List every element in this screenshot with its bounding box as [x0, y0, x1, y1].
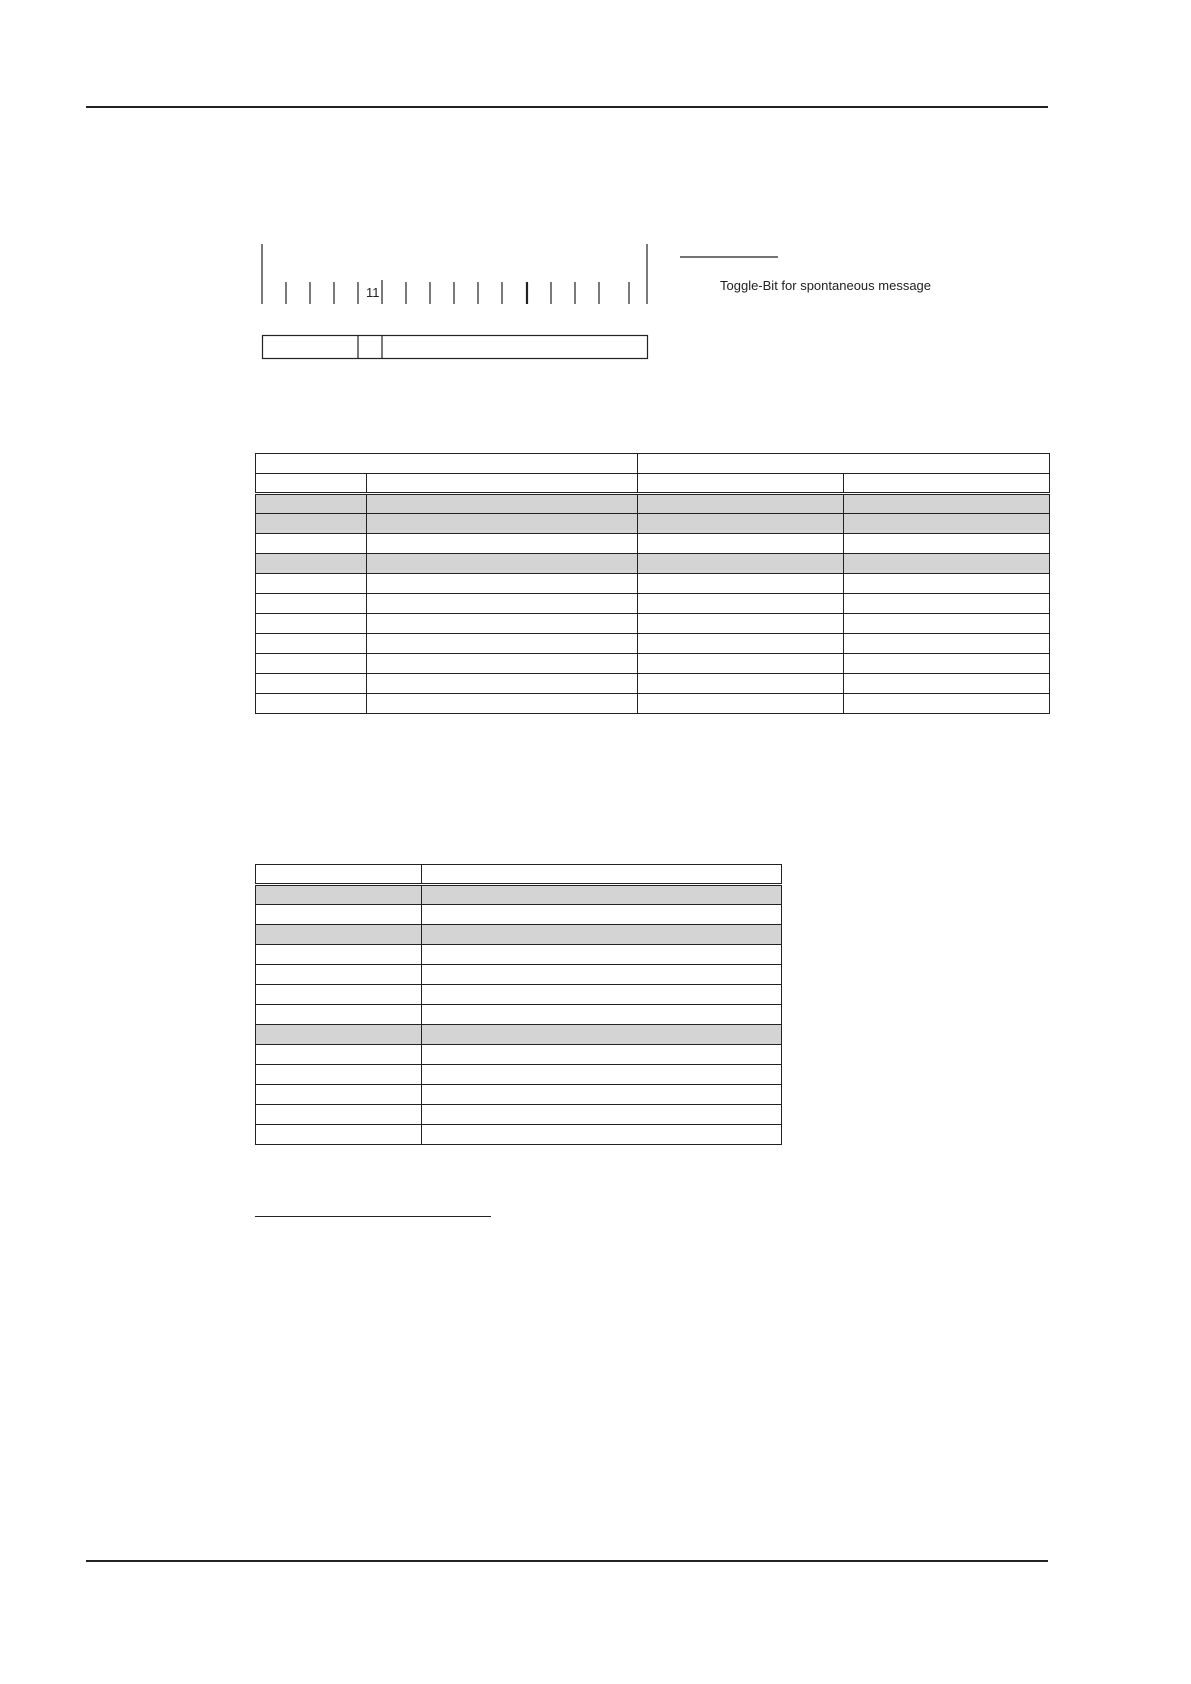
table-two-row [256, 1085, 782, 1105]
bit-number-label: 11 [366, 285, 380, 300]
table-two-cell [256, 1045, 422, 1065]
table-two-header-cell [256, 865, 422, 885]
table-one-cell [256, 654, 367, 674]
table-one-cell [844, 634, 1050, 654]
table-one-header-cell [256, 454, 638, 474]
table-one-cell [367, 554, 638, 574]
table-one-subheader-cell [256, 474, 367, 494]
table-two-row [256, 905, 782, 925]
table-two-cell [422, 1065, 782, 1085]
table-two-cell [422, 1125, 782, 1145]
table-two-cell [422, 985, 782, 1005]
table-one-cell [367, 594, 638, 614]
table-one-cell [844, 574, 1050, 594]
table-two-cell [256, 925, 422, 945]
footnote-separator [255, 1216, 491, 1217]
table-one-cell [638, 674, 844, 694]
table-one-row [256, 494, 1050, 514]
bit-diagram-lines [0, 0, 1191, 380]
bit-layout-diagram [0, 0, 1191, 380]
table-two-cell [422, 945, 782, 965]
table-one-header [256, 454, 1050, 474]
table-one-cell [638, 654, 844, 674]
table-two-cell [422, 1005, 782, 1025]
table-one-cell [367, 674, 638, 694]
table-one-row [256, 654, 1050, 674]
table-one-row [256, 694, 1050, 714]
table-two-cell [422, 1025, 782, 1045]
table-one-cell [256, 694, 367, 714]
table-two-cell [256, 1025, 422, 1045]
table-one-cell [256, 574, 367, 594]
table-one-cell [638, 594, 844, 614]
table-one-cell [638, 494, 844, 514]
table-two-cell [422, 1085, 782, 1105]
table-one-cell [256, 614, 367, 634]
table-one-cell [367, 514, 638, 534]
table-two-row [256, 985, 782, 1005]
table-two-row [256, 1065, 782, 1085]
table-one-cell [844, 654, 1050, 674]
table-two-cell [256, 1125, 422, 1145]
table-one-cell [638, 514, 844, 534]
table-two-header [256, 865, 782, 885]
table-one-cell [638, 554, 844, 574]
table-two-row [256, 1105, 782, 1125]
toggle-bit-legend: Toggle-Bit for spontaneous message [720, 278, 932, 293]
table-two-row [256, 1125, 782, 1145]
table-one-row [256, 674, 1050, 694]
table-two-cell [256, 965, 422, 985]
table-one-subheader-cell [844, 474, 1050, 494]
table-two-cell [256, 905, 422, 925]
table-two-row [256, 1025, 782, 1045]
page-footer-rule [86, 1560, 1048, 1562]
table-one-cell [844, 674, 1050, 694]
table-two-cell [422, 1045, 782, 1065]
table-one-row [256, 594, 1050, 614]
table-one-cell [844, 534, 1050, 554]
table-two-cell [256, 945, 422, 965]
table-one-row [256, 614, 1050, 634]
table-one-cell [256, 554, 367, 574]
table-one-row [256, 634, 1050, 654]
table-one-cell [367, 654, 638, 674]
table-two-row [256, 1045, 782, 1065]
table-one-cell [844, 554, 1050, 574]
table-two-cell [422, 965, 782, 985]
table-one-cell [638, 574, 844, 594]
table-two-cell [422, 885, 782, 905]
table-two-cell [422, 905, 782, 925]
table-two-cell [422, 925, 782, 945]
table-one-subheader-cell [367, 474, 638, 494]
table-two-cell [256, 1065, 422, 1085]
table-two-cell [256, 985, 422, 1005]
table-one-subheader [256, 474, 1050, 494]
table-one-cell [367, 534, 638, 554]
table-one-cell [638, 614, 844, 634]
table-one-cell [638, 534, 844, 554]
table-one-cell [844, 694, 1050, 714]
table-two-header-cell [422, 865, 782, 885]
table-one-cell [638, 694, 844, 714]
table-one-cell [367, 494, 638, 514]
table-one [255, 453, 1050, 714]
table-one-cell [367, 574, 638, 594]
table-one-cell [256, 594, 367, 614]
table-one-row [256, 554, 1050, 574]
table-two-cell [256, 1085, 422, 1105]
table-one-cell [638, 634, 844, 654]
table-one-cell [367, 634, 638, 654]
table-one-cell [256, 514, 367, 534]
table-two-row [256, 1005, 782, 1025]
table-one-cell [256, 634, 367, 654]
table-two-row [256, 945, 782, 965]
table-two-row [256, 925, 782, 945]
table-one-cell [256, 534, 367, 554]
table-two-row [256, 885, 782, 905]
table-one-cell [844, 594, 1050, 614]
table-one-header-cell [638, 454, 1050, 474]
table-one-cell [844, 494, 1050, 514]
table-one-cell [367, 694, 638, 714]
table-two [255, 864, 782, 1145]
table-one-row [256, 514, 1050, 534]
table-one-cell [844, 514, 1050, 534]
table-one-row [256, 534, 1050, 554]
table-one-cell [256, 674, 367, 694]
table-two-row [256, 965, 782, 985]
table-two-cell [256, 1105, 422, 1125]
table-one-subheader-cell [638, 474, 844, 494]
table-one-cell [844, 614, 1050, 634]
table-one-row [256, 574, 1050, 594]
table-two-cell [256, 1005, 422, 1025]
table-one-cell [367, 614, 638, 634]
table-two-cell [256, 885, 422, 905]
table-two-cell [422, 1105, 782, 1125]
field-box [263, 336, 648, 359]
table-one-cell [256, 494, 367, 514]
